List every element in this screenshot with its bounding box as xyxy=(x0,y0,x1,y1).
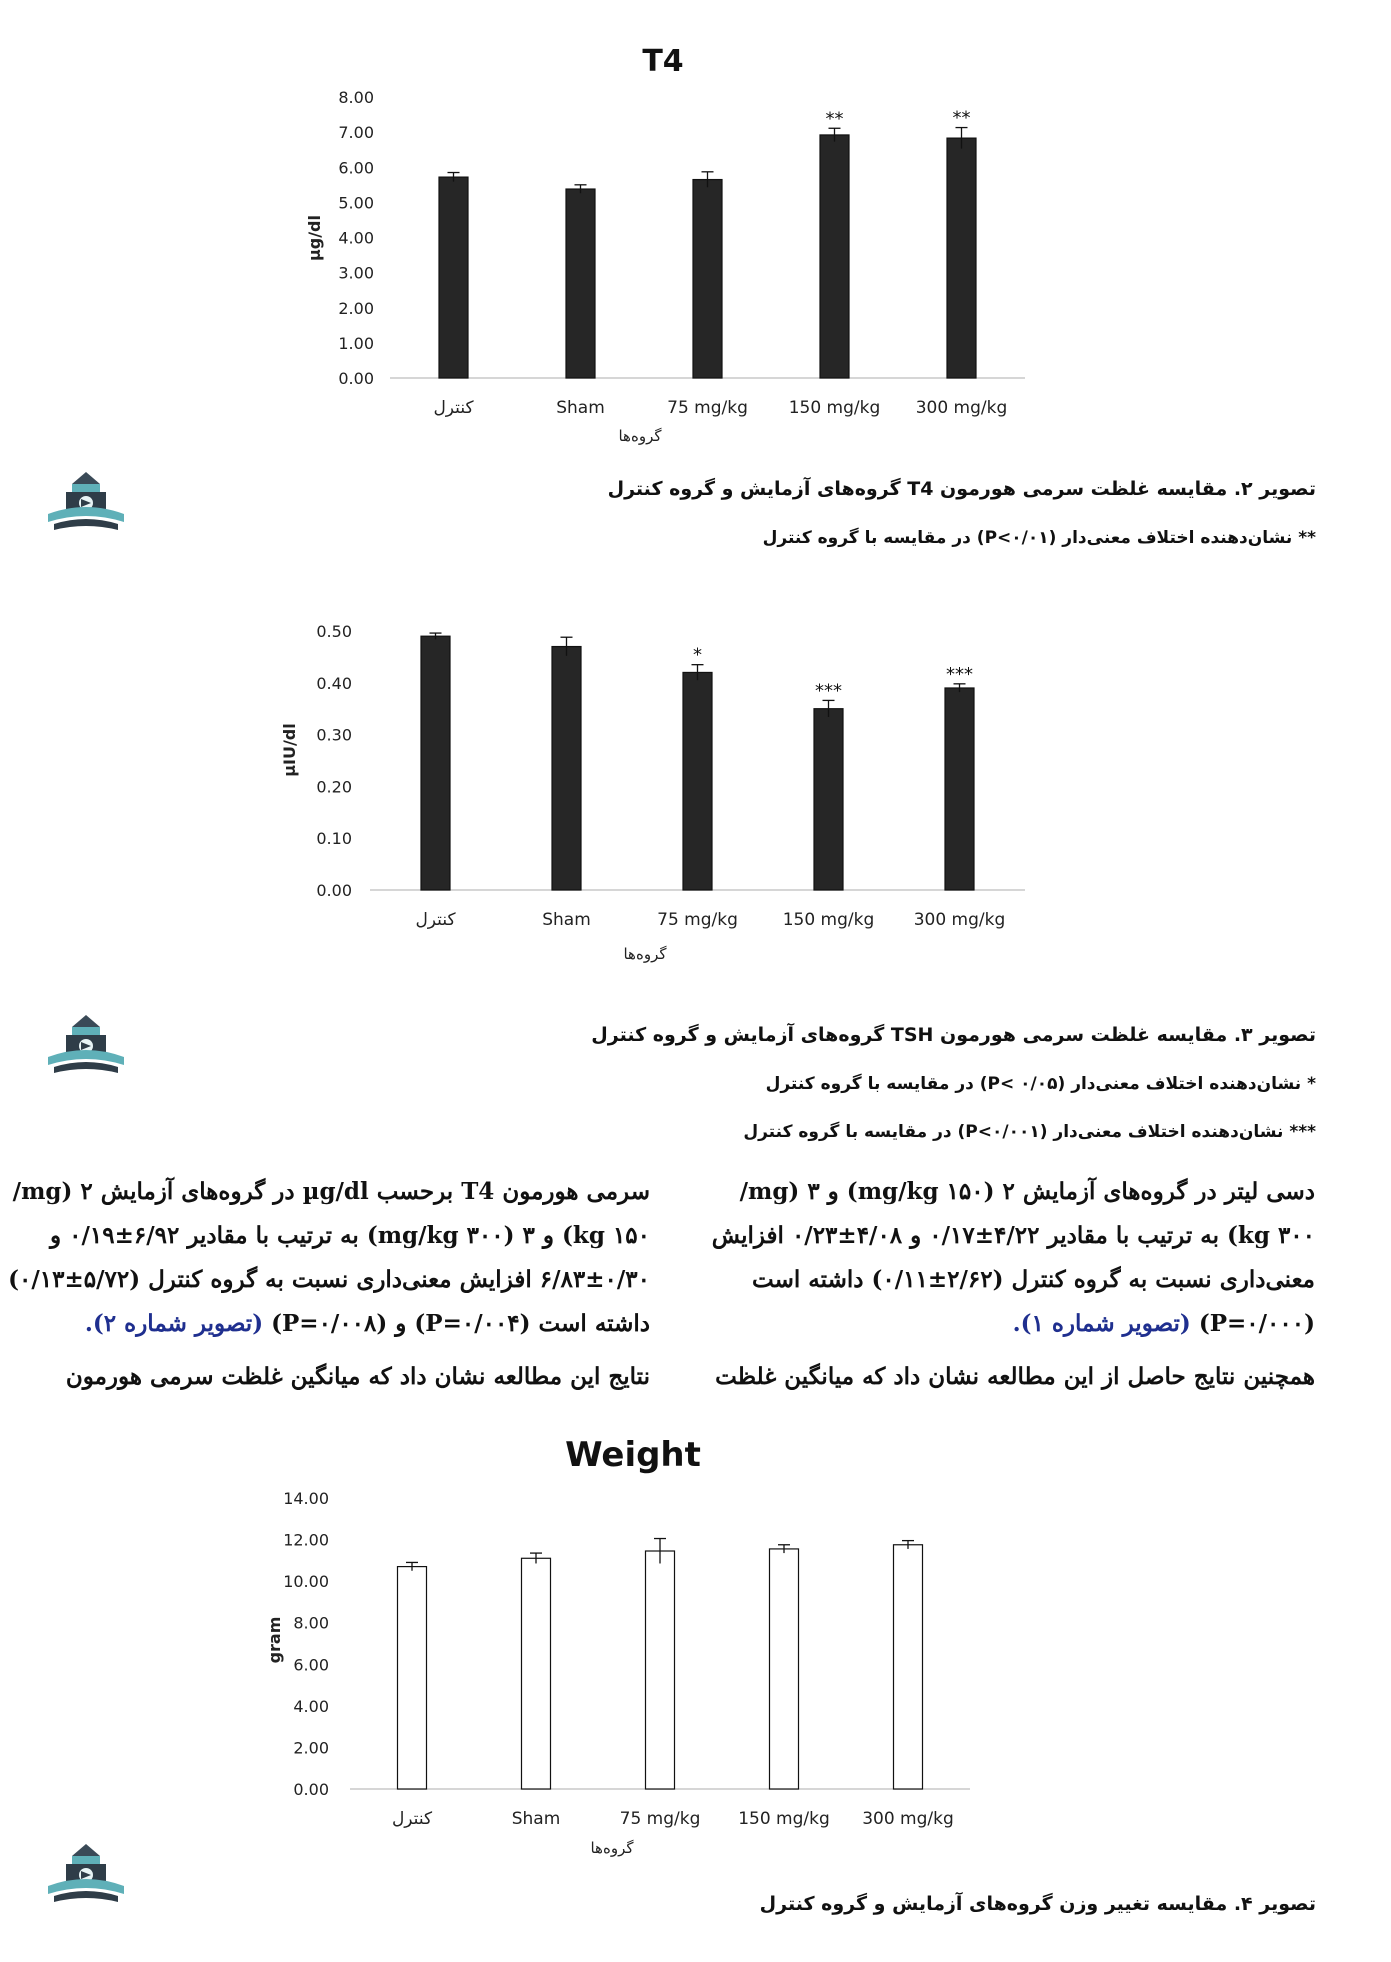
x-category-label: کنترل xyxy=(415,910,456,930)
y-tick-label: 0.10 xyxy=(316,829,352,849)
x-category-label: کنترل xyxy=(391,1809,433,1829)
chart-title: T4 xyxy=(642,44,684,79)
figure-4-caption: تصویر ۴. مقایسه تغییر وزن گروه‌های آزمایش و گروه کنترل xyxy=(759,1893,1316,1915)
x-category-label: 75 mg/kg xyxy=(657,910,738,930)
x-category-label: 75 mg/kg xyxy=(667,398,748,418)
bar xyxy=(398,1567,427,1789)
y-axis-title: µg/dl xyxy=(305,214,324,262)
y-tick-label: 0.00 xyxy=(338,369,374,388)
text-line: دسی لیتر در گروه‌های آزمایش ۲ (۱۵۰ mg/kg) و ۳ (mg/ xyxy=(739,1178,1315,1205)
x-category-label: 150 mg/kg xyxy=(738,1809,830,1829)
y-tick-label: 8.00 xyxy=(338,88,374,107)
y-tick-label: 0.40 xyxy=(316,673,352,693)
y-tick-label: 0.50 xyxy=(316,622,352,641)
significance-marker: *** xyxy=(946,663,973,685)
significance-marker: * xyxy=(693,644,702,666)
y-tick-label: 0.20 xyxy=(316,777,352,797)
text-line: معنی‌داری نسبت به گروه کنترل (۲/۶۲±۰/۱۱) داشته است xyxy=(752,1266,1315,1293)
body-text-left-continued xyxy=(40,1355,650,1399)
figure-2-note: ** نشان‌دهنده اختلاف معنی‌دار (P<۰/۰۱) در مقایسه با گروه کنترل xyxy=(762,528,1316,548)
figure-reference-link[interactable]: (تصویر شماره ۲). xyxy=(84,1310,264,1337)
x-axis-title: گروه‌ها xyxy=(590,1839,634,1857)
text-line xyxy=(40,1302,650,1346)
y-axis-title: gram xyxy=(265,1616,284,1664)
y-tick-label: 8.00 xyxy=(293,1613,329,1633)
y-tick-label: 0.00 xyxy=(316,881,352,900)
x-axis-title: گروه‌ها xyxy=(623,945,667,963)
y-tick-label: 0.00 xyxy=(293,1780,329,1799)
text-line: سرمی هورمون T4 برحسب µg/dl در گروه‌های آزمایش ۲ (mg/ xyxy=(12,1178,650,1205)
figure-3-caption: تصویر ۳. مقایسه غلظت سرمی هورمون TSH گروه‌های آزمایش و گروه کنترل xyxy=(591,1024,1316,1046)
figure-reference-link[interactable]: (تصویر شماره ۱). xyxy=(1012,1310,1191,1337)
x-category-label: 300 mg/kg xyxy=(915,398,1008,418)
x-category-label: کنترل xyxy=(433,398,474,418)
x-category-label: 75 mg/kg xyxy=(619,1809,701,1829)
text-line: نتایج این مطالعه نشان داد که میانگین غلظت سرمی هورمون xyxy=(65,1363,650,1390)
y-tick-label: 2.00 xyxy=(293,1738,329,1758)
figure-2-caption: تصویر ۲. مقایسه غلظت سرمی هورمون T4 گروه‌های آزمایش و گروه کنترل xyxy=(607,478,1316,500)
x-category-label: 150 mg/kg xyxy=(788,398,881,418)
y-tick-label: 10.00 xyxy=(283,1572,329,1592)
text-line: ۱۵۰ kg) و ۳ (۳۰۰ mg/kg) به ترتیب با مقادیر ۶/۹۲±۰/۱۹ و xyxy=(49,1222,650,1249)
significance-marker: ** xyxy=(825,108,844,130)
p-value: (P=۰/۰۰۰) xyxy=(1198,1310,1315,1337)
x-axis-title: گروه‌ها xyxy=(618,427,662,445)
y-tick-label: 0.30 xyxy=(316,725,352,745)
y-tick-label: 4.00 xyxy=(338,228,374,248)
y-tick-label: 3.00 xyxy=(338,263,374,283)
y-tick-label: 6.00 xyxy=(338,158,374,178)
journal-logo-icon xyxy=(40,470,132,540)
figure-3-note-1: * نشان‌دهنده اختلاف معنی‌دار (P< ۰/۰۵) در مقایسه با گروه کنترل xyxy=(765,1074,1316,1094)
body-text-left-column xyxy=(8,1170,650,1346)
y-tick-label: 12.00 xyxy=(283,1530,329,1550)
chart-title: Weight xyxy=(565,1435,701,1475)
significance-marker: ** xyxy=(952,107,971,129)
bar xyxy=(770,1549,799,1789)
body-text-right-continued xyxy=(705,1355,1315,1399)
text-line xyxy=(705,1302,1315,1346)
y-axis-title: µIU/dl xyxy=(280,723,299,777)
figure-3-note-2: *** نشان‌دهنده اختلاف معنی‌دار (P<۰/۰۰۱) در مقایسه با گروه کنترل xyxy=(743,1122,1316,1142)
x-category-label: Sham xyxy=(556,398,605,418)
y-tick-label: 1.00 xyxy=(338,333,374,353)
bar xyxy=(894,1545,923,1789)
y-tick-label: 4.00 xyxy=(293,1696,329,1716)
journal-logo-icon xyxy=(40,1013,132,1083)
journal-logo-icon xyxy=(40,1842,132,1912)
p-value: داشته است (P=۰/۰۰۴) و (P=۰/۰۰۸) xyxy=(271,1310,650,1337)
body-text-right-column xyxy=(705,1170,1315,1346)
y-tick-label: 7.00 xyxy=(338,123,374,143)
y-tick-label: 5.00 xyxy=(338,193,374,213)
bar xyxy=(646,1551,675,1789)
x-category-label: Sham xyxy=(542,910,591,930)
y-tick-label: 6.00 xyxy=(293,1655,329,1675)
x-category-label: 150 mg/kg xyxy=(782,910,875,930)
text-line: همچنین نتایج حاصل از این مطالعه نشان داد که میانگین غلظت xyxy=(715,1363,1315,1390)
x-category-label: Sham xyxy=(511,1809,561,1829)
y-tick-label: 14.00 xyxy=(283,1489,329,1508)
text-line: ۳۰۰ kg) به ترتیب با مقادیر ۴/۲۲±۰/۱۷ و ۴/۰۸±۰/۲۳ افزایش xyxy=(711,1222,1315,1249)
y-tick-label: 2.00 xyxy=(338,298,374,318)
bar xyxy=(522,1558,551,1789)
text-line: ۶/۸۳±۰/۳۰ افزایش معنی‌داری نسبت به گروه کنترل (۵/۷۲±۰/۱۳) xyxy=(8,1266,650,1293)
x-category-label: 300 mg/kg xyxy=(913,910,1006,930)
x-category-label: 300 mg/kg xyxy=(862,1809,954,1829)
significance-marker: *** xyxy=(815,680,842,702)
